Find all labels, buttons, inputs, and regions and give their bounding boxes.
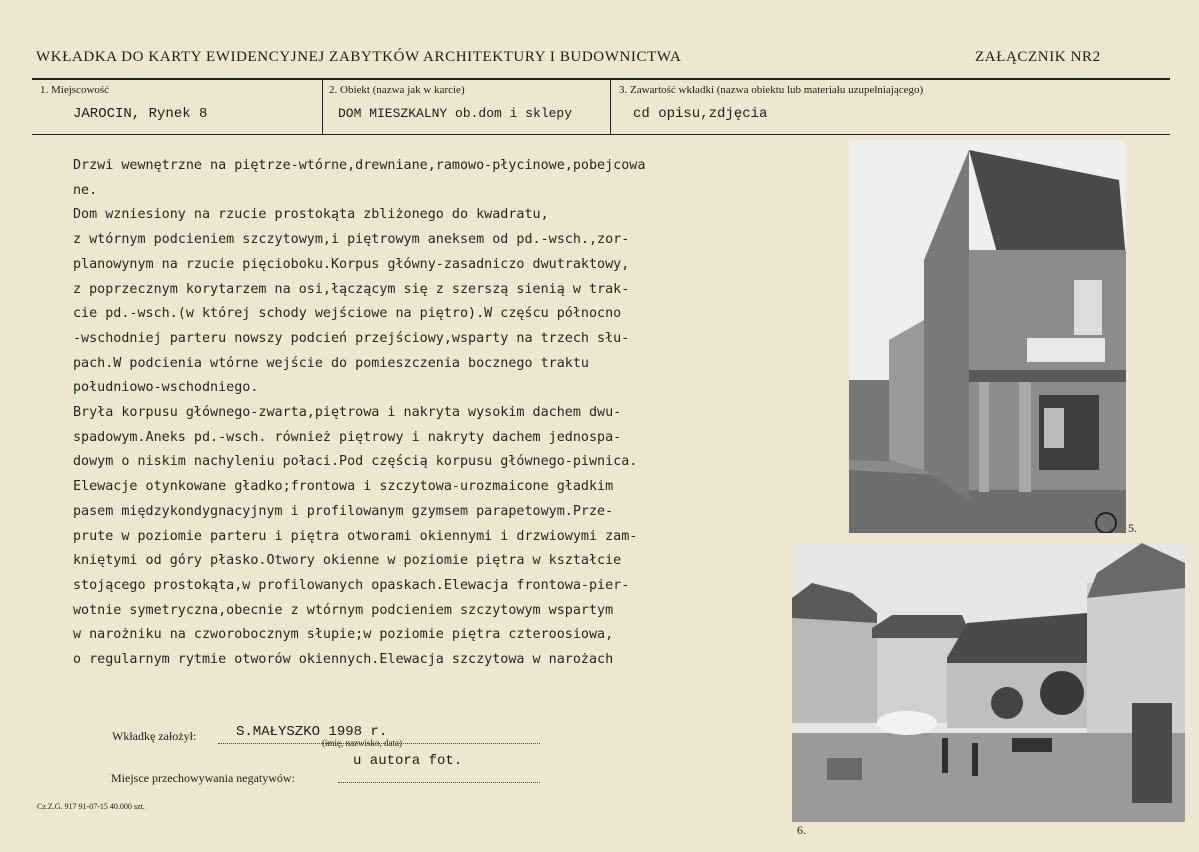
print-info: Cz.Z.G. 917 91-07-15 40.000 szt. [37,802,145,811]
photo-2-number: 6. [797,823,806,837]
photo-1-number: 5. [1128,521,1137,535]
photo-corner-house [849,140,1126,533]
bottom-rule [32,134,1170,135]
field-divider [610,80,611,134]
text-line: z wtórnym podcieniem szczytowym,i piętrowym aneksem od pd.-wsch.,zor- [73,232,630,248]
header-title: WKŁADKA DO KARTY EWIDENCYJNEJ ZABYTKÓW ARCHITEKTURY I BUDOWNICTWA [36,49,682,65]
text-line: spadowym.Aneks pd.-wsch. również piętrowy i nakryty dachem jednospa- [73,429,622,445]
text-line: kniętymi od góry płasko.Otwory okienne w poziomie piętra w kształcie [73,553,622,569]
field-2-label: 2. Obiekt (nazwa jak w karcie) [329,84,465,96]
field-2-value: DOM MIESZKALNY ob.dom i sklepy [338,106,573,121]
attachment-number: ZAŁĄCZNIK NR2 [975,49,1101,65]
field-3-label: 3. Zawartość wkładki (nazwa obiektu lub materiału uzupełniającego) [619,84,924,96]
text-line: dowym o niskim nachyleniu połaci.Pod częścią korpusu głównego-piwnica. [73,454,638,470]
text-line: stojącego prostokąta,w profilowanych opaskach.Elewacja frontowa-pier- [73,577,630,593]
text-line: ne. [73,182,98,198]
storage-label: Miejsce przechowywania negatywów: [111,771,295,785]
founded-value: S.MAŁYSZKO 1998 r. [236,724,388,740]
dotted-line [338,782,540,783]
photo-market-square [792,543,1185,822]
text-line: o regularnym rytmie otworów okiennych.Elewacja szczytowa w narożach [73,652,614,668]
field-3-value: cd opisu,zdjęcia [633,106,768,122]
top-rule [32,78,1170,80]
founded-label: Wkładkę założył: [112,729,197,743]
text-line: w narożniku na czworobocznym słupie;w poziomie piętra czteroosiowa, [73,627,614,643]
text-line: z poprzecznym korytarzem na osi,łączącym się z szerszą sienią w trak- [73,281,630,297]
text-line: Bryła korpusu głównego-zwarta,piętrowa i nakryta wysokim dachem dwu- [73,405,622,421]
text-line: pach.W podcienia wtórne wejście do pomieszczenia bocznego traktu [73,355,589,371]
text-line: Dom wzniesiony na rzucie prostokąta zbliżonego do kwadratu, [73,207,549,223]
text-line: Drzwi wewnętrzne na piętrze-wtórne,drewniane,ramowo-płycinowe,pobejcowa [73,158,646,173]
storage-value: u autora fot. [353,753,463,769]
text-line: cie pd.-wsch.(w której schody wejściowe na piętro).W częścu północno [73,306,622,322]
text-line: pasem międzykondygnacyjnym i profilowanym gzymsem parapetowym.Prze- [73,503,614,519]
text-line: -wschodniej parteru nowszy podcień przejściowy,wsparty na trzech słu- [73,330,630,346]
text-line: Elewacje otynkowane gładko;frontowa i szczytowa-urozmaicone gładkim [73,479,614,495]
text-line: prute w poziomie parteru i piętra otworami okiennymi i drzwiowymi zam- [73,528,638,544]
field-1-label: 1. Miejscowość [40,84,110,96]
field-divider [322,80,323,134]
text-line: południowo-wschodniego. [73,380,259,396]
description-text [73,154,808,673]
text-line: wotnie symetryczna,obecnie z wtórnym podcieniem szczytowym wspartym [73,602,614,618]
founded-hint: (imię, nazwisko, data) [322,738,402,748]
text-line: planowynym na rzucie pięcioboku.Korpus główny-zasadniczo dwutraktowy, [73,256,630,272]
field-1-value: JAROCIN, Rynek 8 [73,106,208,122]
